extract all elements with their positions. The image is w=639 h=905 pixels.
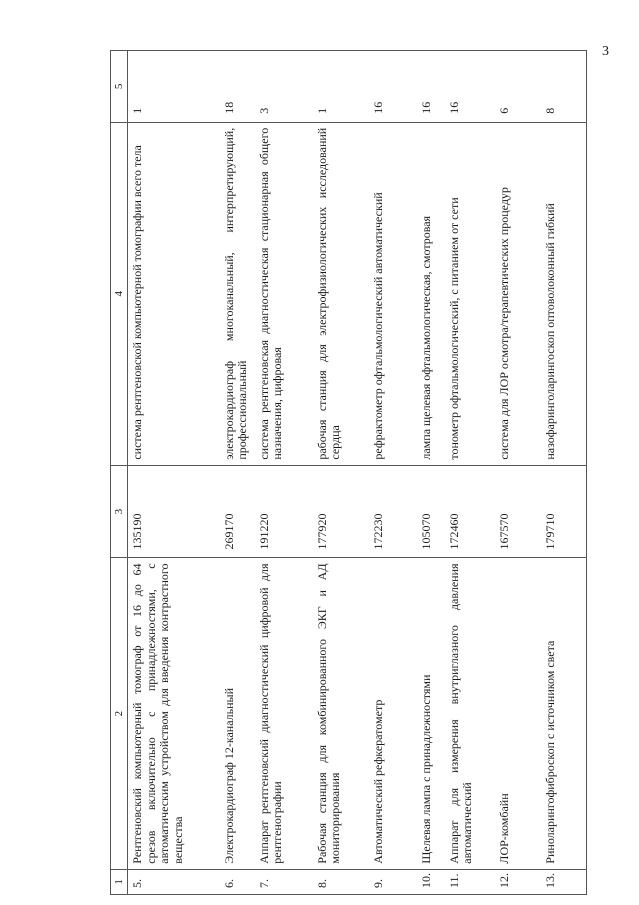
equipment-code: 172230 [369,465,417,558]
row-number: 10. [417,869,445,894]
equipment-quantity: 6 [495,51,541,123]
equipment-table-container [110,50,606,895]
table-row [220,51,255,895]
equipment-quantity: 16 [417,51,445,123]
header-col-1: 1 [111,869,128,894]
table-row [128,51,220,895]
equipment-description: назофаринголарингоскоп оптоволоконный гибкий [541,122,587,465]
header-col-5: 5 [111,51,128,123]
equipment-description: рефрактометр офтальмологический автоматический [369,122,417,465]
equipment-description: система для ЛОР осмотра/терапевтических процедур [495,122,541,465]
equipment-name: Аппарат для измерения внутриглазного давления автоматический [445,558,495,869]
equipment-code: 179710 [541,465,587,558]
equipment-code: 135190 [128,465,220,558]
table-row [255,51,313,895]
equipment-name: Риноларингофиброскоп с источником света [541,558,587,869]
equipment-description: лампа щелевая офтальмологическая, смотровая [417,122,445,465]
equipment-description: электрокардиограф многоканальный, интерпретирующий, профессиональный [220,122,255,465]
equipment-name: Щелевая лампа с принадлежностями [417,558,445,869]
table-row [417,51,445,895]
row-number: 9. [369,869,417,894]
equipment-quantity: 1 [128,51,220,123]
equipment-name: Электрокардиограф 12-канальный [220,558,255,869]
row-number: 6. [220,869,255,894]
equipment-description: тонометр офтальмологический, с питанием от сети [445,122,495,465]
equipment-code: 105070 [417,465,445,558]
table-row [495,51,541,895]
row-number: 5. [128,869,220,894]
equipment-code: 269170 [220,465,255,558]
equipment-quantity: 16 [369,51,417,123]
table-row [541,51,587,895]
table-header-row [111,51,128,895]
equipment-name: Рабочая станция для комбинированного ЭКГ и АД мониторирования [313,558,369,869]
equipment-quantity: 3 [255,51,313,123]
header-col-3: 3 [111,465,128,558]
equipment-name: Рентгеновский компьютерный томограф от 16 до 64 срезов включительно с принадлежностями, с автоматическим устройством для введения контрастного вещества [128,558,220,869]
table-row [369,51,417,895]
equipment-name: Аппарат рентгеновский диагностический цифровой для рентгенографии [255,558,313,869]
header-col-4: 4 [111,122,128,465]
equipment-name: Автоматический рефкератометр [369,558,417,869]
equipment-description: рабочая станция для электрофизиологических исследований сердца [313,122,369,465]
header-col-2: 2 [111,558,128,869]
equipment-quantity: 18 [220,51,255,123]
row-number: 7. [255,869,313,894]
row-number: 8. [313,869,369,894]
equipment-quantity: 1 [313,51,369,123]
table-row [313,51,369,895]
row-number: 13. [541,869,587,894]
table-row [445,51,495,895]
equipment-code: 191220 [255,465,313,558]
equipment-name: ЛОР-комбайн [495,558,541,869]
equipment-quantity: 8 [541,51,587,123]
equipment-code: 167570 [495,465,541,558]
page-number: 3 [602,44,609,59]
equipment-description: система рентгеновской компьютерной томографии всего тела [128,122,220,465]
row-number: 12. [495,869,541,894]
equipment-code: 177920 [313,465,369,558]
equipment-code: 172460 [445,465,495,558]
equipment-table [110,50,587,895]
equipment-quantity: 16 [445,51,495,123]
equipment-description: система рентгеновская диагностическая стационарная общего назначения, цифровая [255,122,313,465]
row-number: 11. [445,869,495,894]
